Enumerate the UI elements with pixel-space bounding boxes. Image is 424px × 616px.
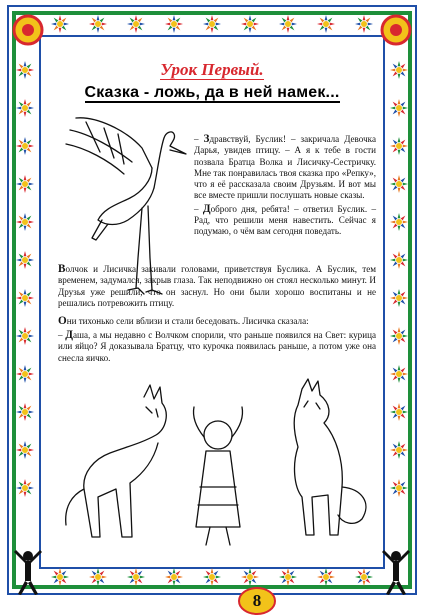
ornament-star-icon [390, 61, 408, 79]
paragraph-greeting: – Здравствуй, Буслик! – закричала Девочка Дарья, увидев птицу. – А я к тебе в гости позвала Братца Волка и Лисичку-Сестричку. Мне так понравилась твоя сказка про «Репку», что я её рассказала своим Друзьям. И вот мы все вместе пришли послушать новые сказы. [194, 133, 376, 201]
page-number: 8 [252, 591, 262, 610]
ornament-star-icon [16, 365, 34, 383]
ornament-star-icon [390, 479, 408, 497]
ornament-star-icon [390, 251, 408, 269]
ornament-star-icon [355, 15, 373, 33]
content-area [46, 42, 378, 610]
paragraph-wolf-fox: Волчок и Лисичка закивали головами, приветствуя Буслика. А Буслик, тем временем, задумался, закрыв глаза. Так неподвижно он стоял несколько минут. И Друзья уже решили, что он заснул. Но они были хорошо воспитаны и не решались потревожить птицу. [58, 263, 376, 308]
top-right-sun-icon [382, 16, 410, 44]
ornament-star-icon [89, 568, 107, 586]
paragraph-reply: – Доброго дня, ребята! – ответил Буслик. – Рад, что решили меня навестить. Сейчас я подумаю, о чём вам сегодня поведать. [194, 202, 376, 237]
ornament-star-icon [390, 441, 408, 459]
ornament-star-icon [279, 15, 297, 33]
ornament-star-icon [390, 365, 408, 383]
ornament-star-icon [51, 568, 69, 586]
right-column-text [194, 134, 376, 238]
ornament-star-icon [279, 568, 297, 586]
ornament-star-icon [203, 568, 221, 586]
ornament-star-icon [241, 568, 259, 586]
ornament-star-icon [165, 568, 183, 586]
ornament-star-icon [390, 137, 408, 155]
ornament-star-icon [127, 568, 145, 586]
ornament-star-icon [51, 15, 69, 33]
ornament-star-icon [390, 99, 408, 117]
ornament-star-icon [16, 175, 34, 193]
ornament-star-icon [241, 15, 259, 33]
ornament-star-icon [89, 15, 107, 33]
story-title: Сказка - ложь, да в ней намек... [84, 84, 340, 101]
ornament-star-icon [16, 61, 34, 79]
ornament-star-icon [317, 15, 335, 33]
ornament-star-icon [390, 403, 408, 421]
paragraph-sat-down: Они тихонько сели вблизи и стали беседовать. Лисичка сказала: [58, 315, 309, 327]
ornament-star-icon [355, 568, 373, 586]
ornament-star-icon [16, 251, 34, 269]
ornament-star-icon [203, 15, 221, 33]
ornament-star-icon [390, 327, 408, 345]
ornament-star-icon [16, 289, 34, 307]
ornament-star-icon [127, 15, 145, 33]
ornament-star-icon [16, 327, 34, 345]
wolf-girl-fox-illustration [46, 377, 378, 562]
ornament-star-icon [390, 175, 408, 193]
page-number-badge [237, 586, 277, 616]
ornament-star-icon [16, 441, 34, 459]
lesson-title: Урок Первый. [160, 60, 264, 79]
ornament-star-icon [16, 479, 34, 497]
ornament-star-icon [16, 213, 34, 231]
ornament-star-icon [16, 403, 34, 421]
ornament-star-icon [390, 213, 408, 231]
paragraph-fox-speech: – Даша, а мы недавно с Волчком спорили, что раньше появился на Свет: курица или яйцо? Я доказывала Братцу, что курочка появилась раньше, а потом уже она снесла яичко. [58, 329, 376, 363]
ornament-star-icon [16, 137, 34, 155]
ornament-star-icon [165, 15, 183, 33]
ornament-star-icon [317, 568, 335, 586]
ornament-star-icon [390, 289, 408, 307]
ornament-star-icon [16, 99, 34, 117]
top-left-sun-icon [14, 16, 42, 44]
